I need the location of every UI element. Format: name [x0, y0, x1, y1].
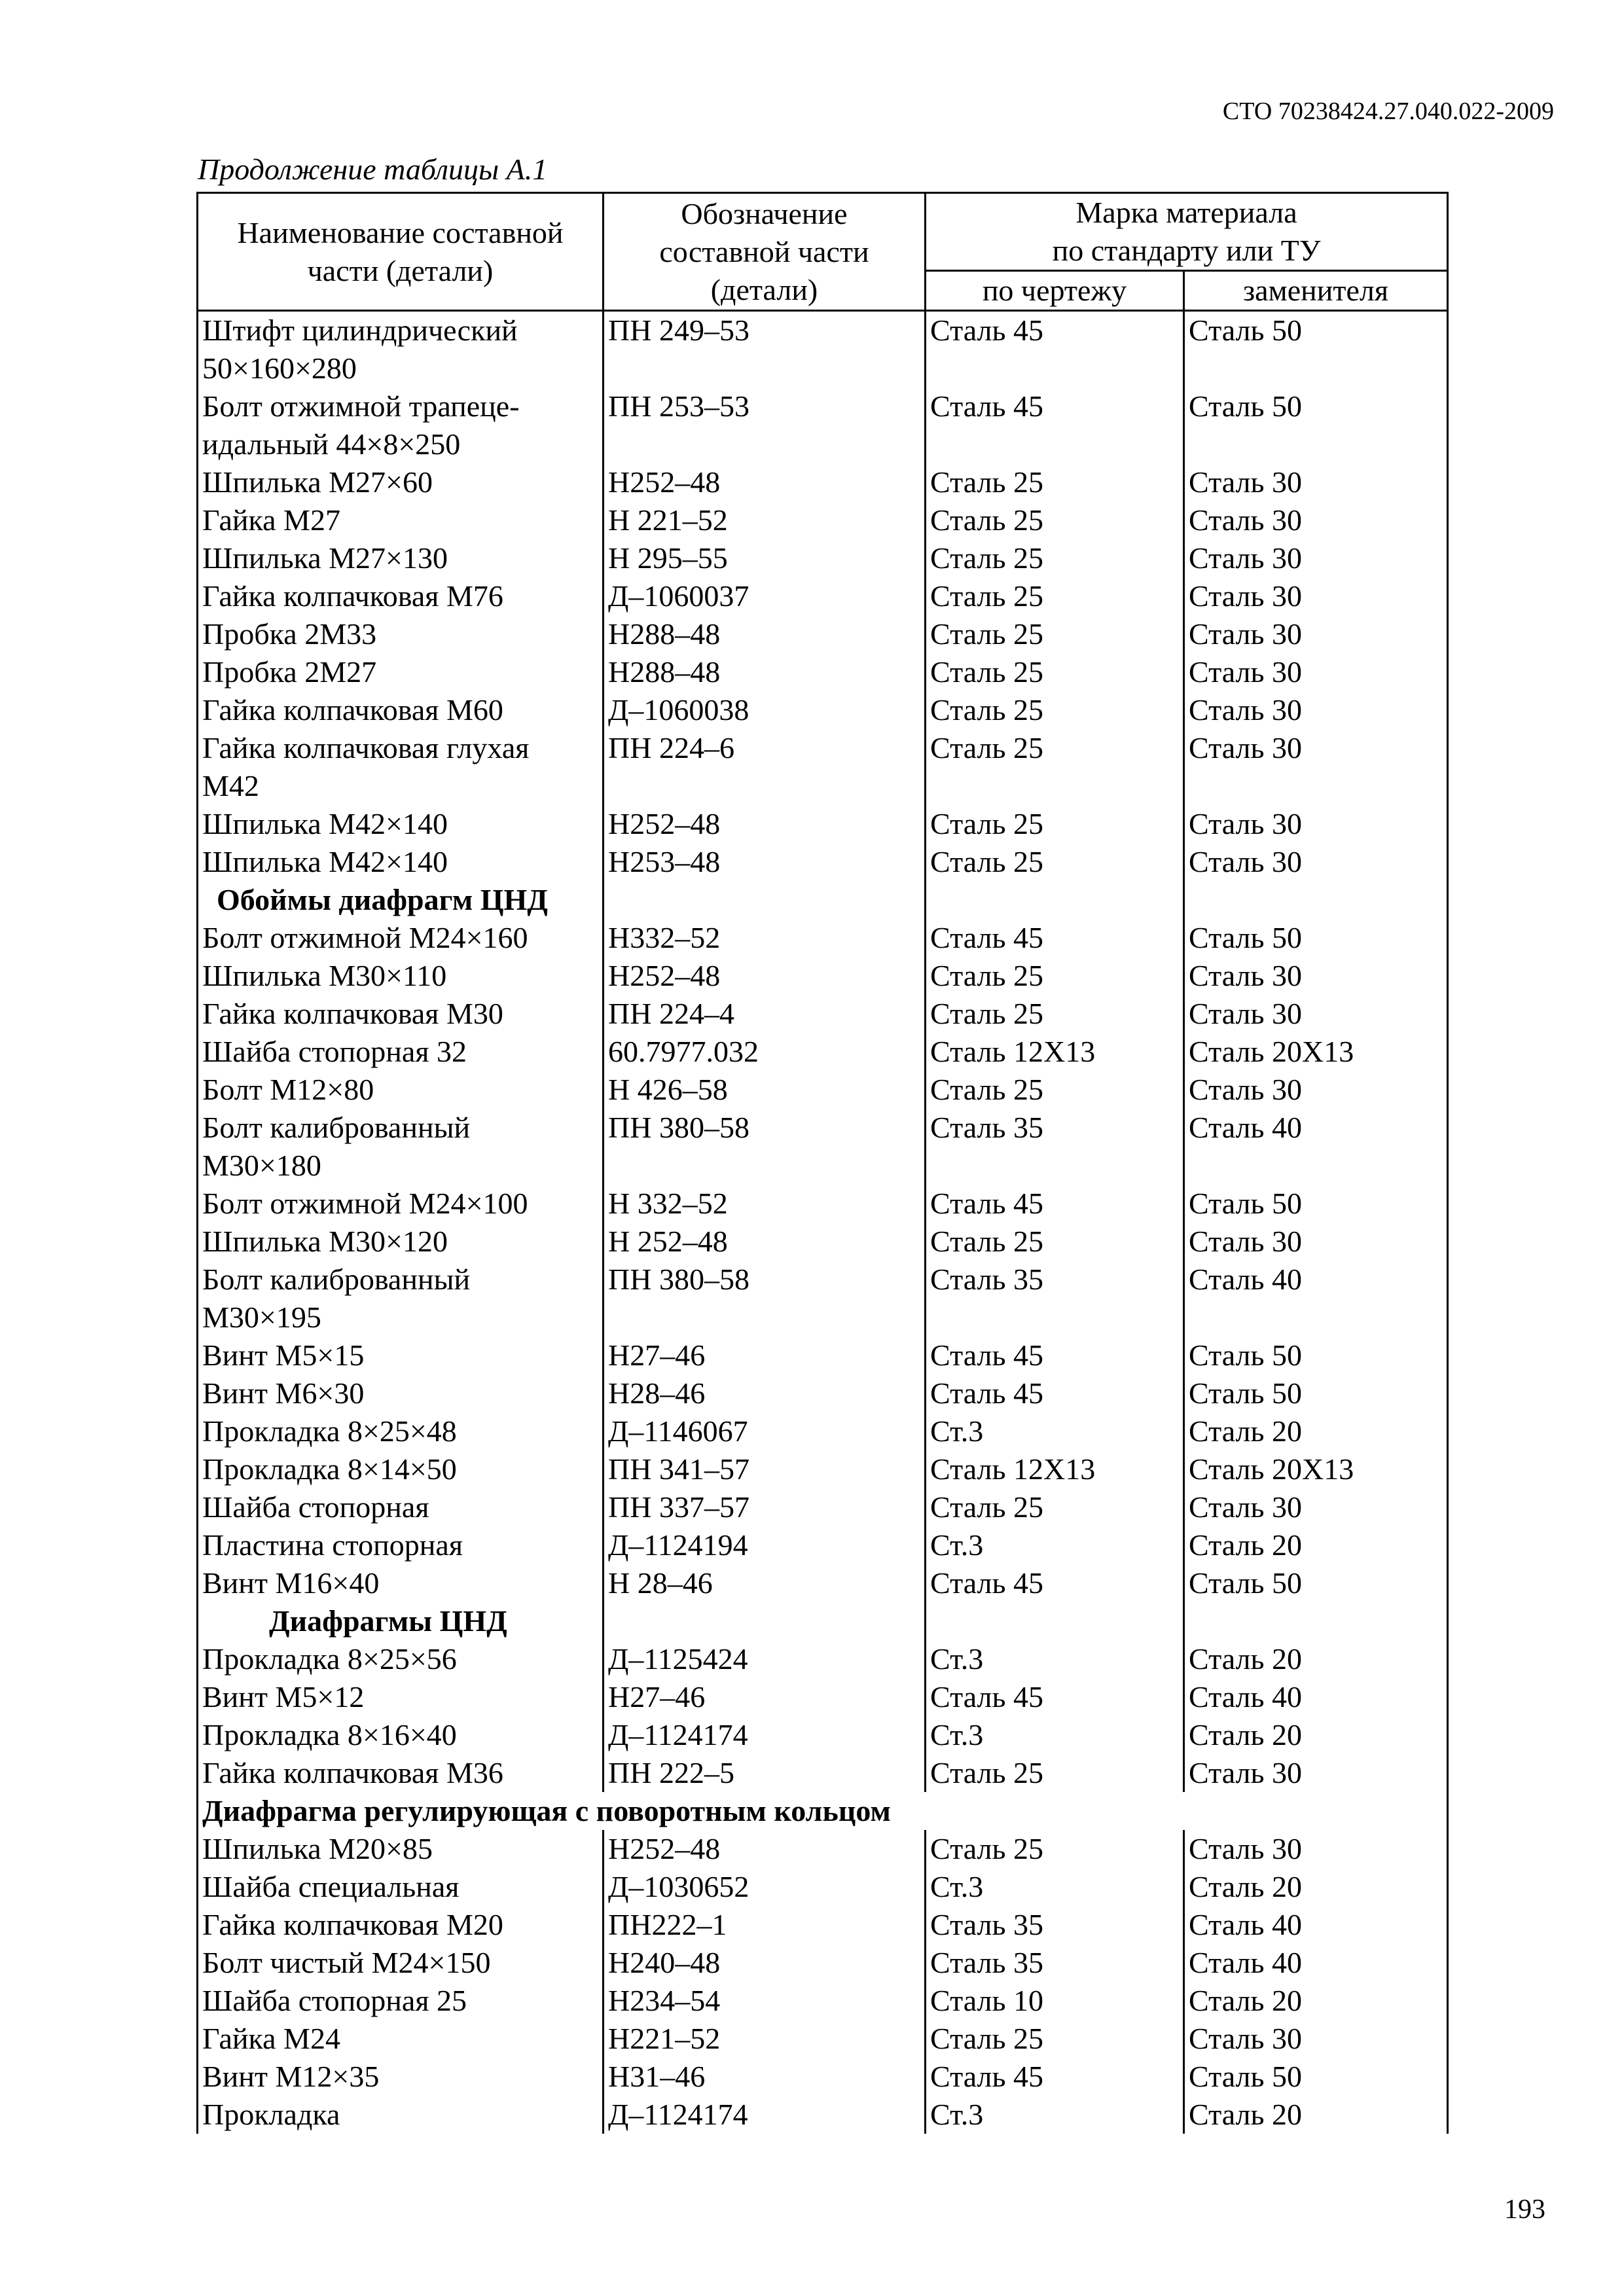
table-row	[198, 2096, 1448, 2134]
material-cell: Сталь 25	[926, 729, 1184, 805]
part-name-cell: Болт отжимной М24×160	[198, 919, 604, 957]
part-name-cell: Винт М5×15	[198, 1336, 604, 1374]
part-name-cell: Винт М6×30	[198, 1374, 604, 1412]
designation-cell: Д–1060038	[604, 691, 926, 729]
designation-cell: Н31–46	[604, 2058, 926, 2096]
substitute-cell: Сталь 20	[1184, 1716, 1448, 1754]
material-cell: Сталь 25	[926, 1488, 1184, 1526]
table-row	[198, 1754, 1448, 1792]
substitute-cell: Сталь 20Х13	[1184, 1450, 1448, 1488]
designation-cell: ПН 341–57	[604, 1450, 926, 1488]
part-name-cell: Гайка колпачковая М60	[198, 691, 604, 729]
table-row	[198, 843, 1448, 881]
empty-cell	[1184, 1602, 1448, 1640]
table-row	[198, 311, 1448, 388]
designation-cell: Н288–48	[604, 615, 926, 653]
material-cell: Сталь 45	[926, 2058, 1184, 2096]
designation-cell: Н27–46	[604, 1336, 926, 1374]
part-name-cell: Пластина стопорная	[198, 1526, 604, 1564]
table-row	[198, 1906, 1448, 1944]
table-row	[198, 1678, 1448, 1716]
table-caption: Продолжение таблицы А.1	[198, 152, 548, 186]
part-name-cell: Винт М12×35	[198, 2058, 604, 2096]
part-name-cell: Гайка колпачковая М20	[198, 1906, 604, 1944]
material-cell: Ст.3	[926, 1526, 1184, 1564]
table-row	[198, 805, 1448, 843]
table-row	[198, 919, 1448, 957]
table-row	[198, 1564, 1448, 1602]
substitute-cell: Сталь 20	[1184, 2096, 1448, 2134]
designation-cell: ПН 224–4	[604, 995, 926, 1033]
designation-cell: Н221–52	[604, 2020, 926, 2058]
designation-cell: 60.7977.032	[604, 1033, 926, 1071]
designation-cell: Н 295–55	[604, 539, 926, 577]
substitute-cell: Сталь 30	[1184, 539, 1448, 577]
table-row	[198, 387, 1448, 463]
material-cell: Сталь 45	[926, 1374, 1184, 1412]
designation-cell: Н252–48	[604, 805, 926, 843]
section-title: Диафрагма регулирующая с поворотным кольцом	[198, 1792, 1448, 1830]
table-row	[198, 1412, 1448, 1450]
material-cell: Сталь 45	[926, 387, 1184, 463]
material-cell: Сталь 25	[926, 463, 1184, 501]
designation-cell: Д–1124174	[604, 2096, 926, 2134]
substitute-cell: Сталь 30	[1184, 653, 1448, 691]
designation-cell: ПН222–1	[604, 1906, 926, 1944]
material-cell: Сталь 12Х13	[926, 1033, 1184, 1071]
designation-cell: Д–1125424	[604, 1640, 926, 1678]
table-row	[198, 1868, 1448, 1906]
part-name-cell: Штифт цилиндрический 50×160×280	[198, 311, 604, 388]
material-cell: Сталь 12Х13	[926, 1450, 1184, 1488]
empty-cell	[604, 881, 926, 919]
material-cell: Сталь 25	[926, 805, 1184, 843]
material-cell: Сталь 25	[926, 1830, 1184, 1868]
substitute-cell: Сталь 30	[1184, 2020, 1448, 2058]
empty-cell	[926, 881, 1184, 919]
part-name-cell: Шпилька М30×120	[198, 1223, 604, 1261]
material-cell: Сталь 45	[926, 919, 1184, 957]
table-row	[198, 463, 1448, 501]
table-row	[198, 729, 1448, 805]
empty-cell	[604, 1602, 926, 1640]
part-name-cell: Гайка М27	[198, 501, 604, 539]
table-row	[198, 995, 1448, 1033]
material-cell: Сталь 25	[926, 615, 1184, 653]
table-row	[198, 1450, 1448, 1488]
substitute-cell: Сталь 30	[1184, 995, 1448, 1033]
part-name-cell: Шпилька М27×130	[198, 539, 604, 577]
substitute-cell: Сталь 50	[1184, 311, 1448, 388]
substitute-cell: Сталь 30	[1184, 577, 1448, 615]
substitute-cell: Сталь 40	[1184, 1906, 1448, 1944]
part-name-cell: Пробка 2М27	[198, 653, 604, 691]
substitute-cell: Сталь 30	[1184, 691, 1448, 729]
table-row	[198, 653, 1448, 691]
part-name-cell: Шпилька М30×110	[198, 957, 604, 995]
designation-cell: Н27–46	[604, 1678, 926, 1716]
substitute-cell: Сталь 30	[1184, 1223, 1448, 1261]
table-row	[198, 2058, 1448, 2096]
table-row	[198, 1033, 1448, 1071]
material-cell: Сталь 35	[926, 1906, 1184, 1944]
part-name-cell: Винт М16×40	[198, 1564, 604, 1602]
material-cell: Сталь 25	[926, 1754, 1184, 1792]
substitute-cell: Сталь 30	[1184, 957, 1448, 995]
material-cell: Ст.3	[926, 1640, 1184, 1678]
material-cell: Сталь 25	[926, 995, 1184, 1033]
section-row	[198, 1792, 1448, 1830]
substitute-cell: Сталь 50	[1184, 1374, 1448, 1412]
part-name-cell: Гайка колпачковая М36	[198, 1754, 604, 1792]
table-row	[198, 1223, 1448, 1261]
material-cell: Сталь 25	[926, 2020, 1184, 2058]
designation-cell: Н 221–52	[604, 501, 926, 539]
section-row	[198, 1602, 1448, 1640]
table-row	[198, 1982, 1448, 2020]
table-row	[198, 1336, 1448, 1374]
col-header-name: Наименование составной части (детали)	[198, 193, 604, 311]
table-row	[198, 957, 1448, 995]
substitute-cell: Сталь 20	[1184, 1412, 1448, 1450]
substitute-cell: Сталь 30	[1184, 501, 1448, 539]
designation-cell: Н253–48	[604, 843, 926, 881]
col-header-by-drawing: по чертежу	[926, 271, 1184, 311]
part-name-cell: Гайка М24	[198, 2020, 604, 2058]
part-name-cell: Болт М12×80	[198, 1071, 604, 1109]
part-name-cell: Гайка колпачковая глухая М42	[198, 729, 604, 805]
substitute-cell: Сталь 30	[1184, 1071, 1448, 1109]
substitute-cell: Сталь 30	[1184, 1488, 1448, 1526]
part-name-cell: Болт калиброванный М30×195	[198, 1261, 604, 1336]
table-row	[198, 1944, 1448, 1982]
material-cell: Сталь 45	[926, 311, 1184, 388]
material-cell: Сталь 25	[926, 691, 1184, 729]
table-row	[198, 577, 1448, 615]
material-cell: Сталь 10	[926, 1982, 1184, 2020]
table-body	[198, 311, 1448, 2134]
material-cell: Сталь 35	[926, 1109, 1184, 1185]
part-name-cell: Шайба стопорная 25	[198, 1982, 604, 2020]
part-name-cell: Гайка колпачковая М30	[198, 995, 604, 1033]
material-cell: Сталь 45	[926, 1185, 1184, 1223]
col-header-substitute: заменителя	[1184, 271, 1448, 311]
material-cell: Сталь 25	[926, 957, 1184, 995]
designation-cell: Н234–54	[604, 1982, 926, 2020]
designation-cell: ПН 222–5	[604, 1754, 926, 1792]
document-code: СТО 70238424.27.040.022-2009	[1222, 98, 1554, 125]
part-name-cell: Шайба стопорная 32	[198, 1033, 604, 1071]
col-header-code: Обозначение составной части (детали)	[604, 193, 926, 311]
part-name-cell: Болт калиброванный М30×180	[198, 1109, 604, 1185]
table-row	[198, 1640, 1448, 1678]
substitute-cell: Сталь 30	[1184, 805, 1448, 843]
substitute-cell: Сталь 20	[1184, 1868, 1448, 1906]
designation-cell: ПН 224–6	[604, 729, 926, 805]
table-row	[198, 691, 1448, 729]
substitute-cell: Сталь 50	[1184, 1564, 1448, 1602]
table-row	[198, 501, 1448, 539]
designation-cell: Н 426–58	[604, 1071, 926, 1109]
table-row	[198, 1185, 1448, 1223]
section-title: Диафрагмы ЦНД	[198, 1602, 604, 1640]
material-cell: Ст.3	[926, 1412, 1184, 1450]
part-name-cell: Пробка 2М33	[198, 615, 604, 653]
material-cell: Сталь 25	[926, 653, 1184, 691]
substitute-cell: Сталь 20	[1184, 1640, 1448, 1678]
part-name-cell: Шайба специальная	[198, 1868, 604, 1906]
table-row	[198, 539, 1448, 577]
col-header-material: Марка материала по стандарту или ТУ	[926, 193, 1448, 271]
designation-cell: ПН 380–58	[604, 1109, 926, 1185]
designation-cell: Д–1030652	[604, 1868, 926, 1906]
part-name-cell: Прокладка 8×16×40	[198, 1716, 604, 1754]
part-name-cell: Шайба стопорная	[198, 1488, 604, 1526]
substitute-cell: Сталь 50	[1184, 2058, 1448, 2096]
part-name-cell: Шпилька М20×85	[198, 1830, 604, 1868]
section-row	[198, 881, 1448, 919]
designation-cell: ПН 249–53	[604, 311, 926, 388]
substitute-cell: Сталь 30	[1184, 729, 1448, 805]
table-row	[198, 1261, 1448, 1336]
material-cell: Ст.3	[926, 1716, 1184, 1754]
material-cell: Сталь 25	[926, 843, 1184, 881]
designation-cell: Д–1124194	[604, 1526, 926, 1564]
substitute-cell: Сталь 40	[1184, 1678, 1448, 1716]
designation-cell: ПН 337–57	[604, 1488, 926, 1526]
substitute-cell: Сталь 50	[1184, 919, 1448, 957]
part-name-cell: Шпилька М42×140	[198, 843, 604, 881]
designation-cell: Н28–46	[604, 1374, 926, 1412]
designation-cell: Н240–48	[604, 1944, 926, 1982]
designation-cell: Н252–48	[604, 463, 926, 501]
designation-cell: Н332–52	[604, 919, 926, 957]
part-name-cell: Прокладка	[198, 2096, 604, 2134]
part-name-cell: Прокладка 8×25×48	[198, 1412, 604, 1450]
material-cell: Сталь 25	[926, 1071, 1184, 1109]
material-cell: Ст.3	[926, 1868, 1184, 1906]
substitute-cell: Сталь 20Х13	[1184, 1033, 1448, 1071]
material-cell: Сталь 35	[926, 1261, 1184, 1336]
part-name-cell: Прокладка 8×25×56	[198, 1640, 604, 1678]
part-name-cell: Болт чистый М24×150	[198, 1944, 604, 1982]
table-row	[198, 615, 1448, 653]
table-row	[198, 1071, 1448, 1109]
part-name-cell: Гайка колпачковая М76	[198, 577, 604, 615]
substitute-cell: Сталь 40	[1184, 1109, 1448, 1185]
substitute-cell: Сталь 40	[1184, 1261, 1448, 1336]
material-cell: Сталь 35	[926, 1944, 1184, 1982]
substitute-cell: Сталь 30	[1184, 615, 1448, 653]
designation-cell: Н 252–48	[604, 1223, 926, 1261]
designation-cell: ПН 253–53	[604, 387, 926, 463]
table-row	[198, 2020, 1448, 2058]
empty-cell	[1184, 881, 1448, 919]
part-name-cell: Шпилька М27×60	[198, 463, 604, 501]
part-name-cell: Болт отжимной М24×100	[198, 1185, 604, 1223]
substitute-cell: Сталь 30	[1184, 1830, 1448, 1868]
designation-cell: Н288–48	[604, 653, 926, 691]
designation-cell: Д–1146067	[604, 1412, 926, 1450]
table-row	[198, 1830, 1448, 1868]
designation-cell: Н252–48	[604, 957, 926, 995]
substitute-cell: Сталь 20	[1184, 1526, 1448, 1564]
designation-cell: Д–1060037	[604, 577, 926, 615]
material-cell: Сталь 45	[926, 1564, 1184, 1602]
substitute-cell: Сталь 20	[1184, 1982, 1448, 2020]
substitute-cell: Сталь 50	[1184, 1336, 1448, 1374]
designation-cell: Н252–48	[604, 1830, 926, 1868]
table-row	[198, 1109, 1448, 1185]
material-cell: Сталь 45	[926, 1336, 1184, 1374]
page-number: 193	[1504, 2195, 1545, 2225]
materials-table	[196, 192, 1449, 2134]
substitute-cell: Сталь 40	[1184, 1944, 1448, 1982]
substitute-cell: Сталь 30	[1184, 463, 1448, 501]
substitute-cell: Сталь 30	[1184, 843, 1448, 881]
designation-cell: ПН 380–58	[604, 1261, 926, 1336]
table-row	[198, 1374, 1448, 1412]
material-cell: Сталь 45	[926, 1678, 1184, 1716]
part-name-cell: Прокладка 8×14×50	[198, 1450, 604, 1488]
substitute-cell: Сталь 30	[1184, 1754, 1448, 1792]
designation-cell: Н 332–52	[604, 1185, 926, 1223]
substitute-cell: Сталь 50	[1184, 387, 1448, 463]
designation-cell: Н 28–46	[604, 1564, 926, 1602]
substitute-cell: Сталь 50	[1184, 1185, 1448, 1223]
part-name-cell: Шпилька М42×140	[198, 805, 604, 843]
table-row	[198, 1526, 1448, 1564]
table-row	[198, 1716, 1448, 1754]
part-name-cell: Болт отжимной трапеце- идальный 44×8×250	[198, 387, 604, 463]
table-row	[198, 1488, 1448, 1526]
designation-cell: Д–1124174	[604, 1716, 926, 1754]
material-cell: Сталь 25	[926, 577, 1184, 615]
material-cell: Ст.3	[926, 2096, 1184, 2134]
section-title: Обоймы диафрагм ЦНД	[198, 881, 604, 919]
material-cell: Сталь 25	[926, 501, 1184, 539]
empty-cell	[926, 1602, 1184, 1640]
part-name-cell: Винт М5×12	[198, 1678, 604, 1716]
material-cell: Сталь 25	[926, 539, 1184, 577]
material-cell: Сталь 25	[926, 1223, 1184, 1261]
